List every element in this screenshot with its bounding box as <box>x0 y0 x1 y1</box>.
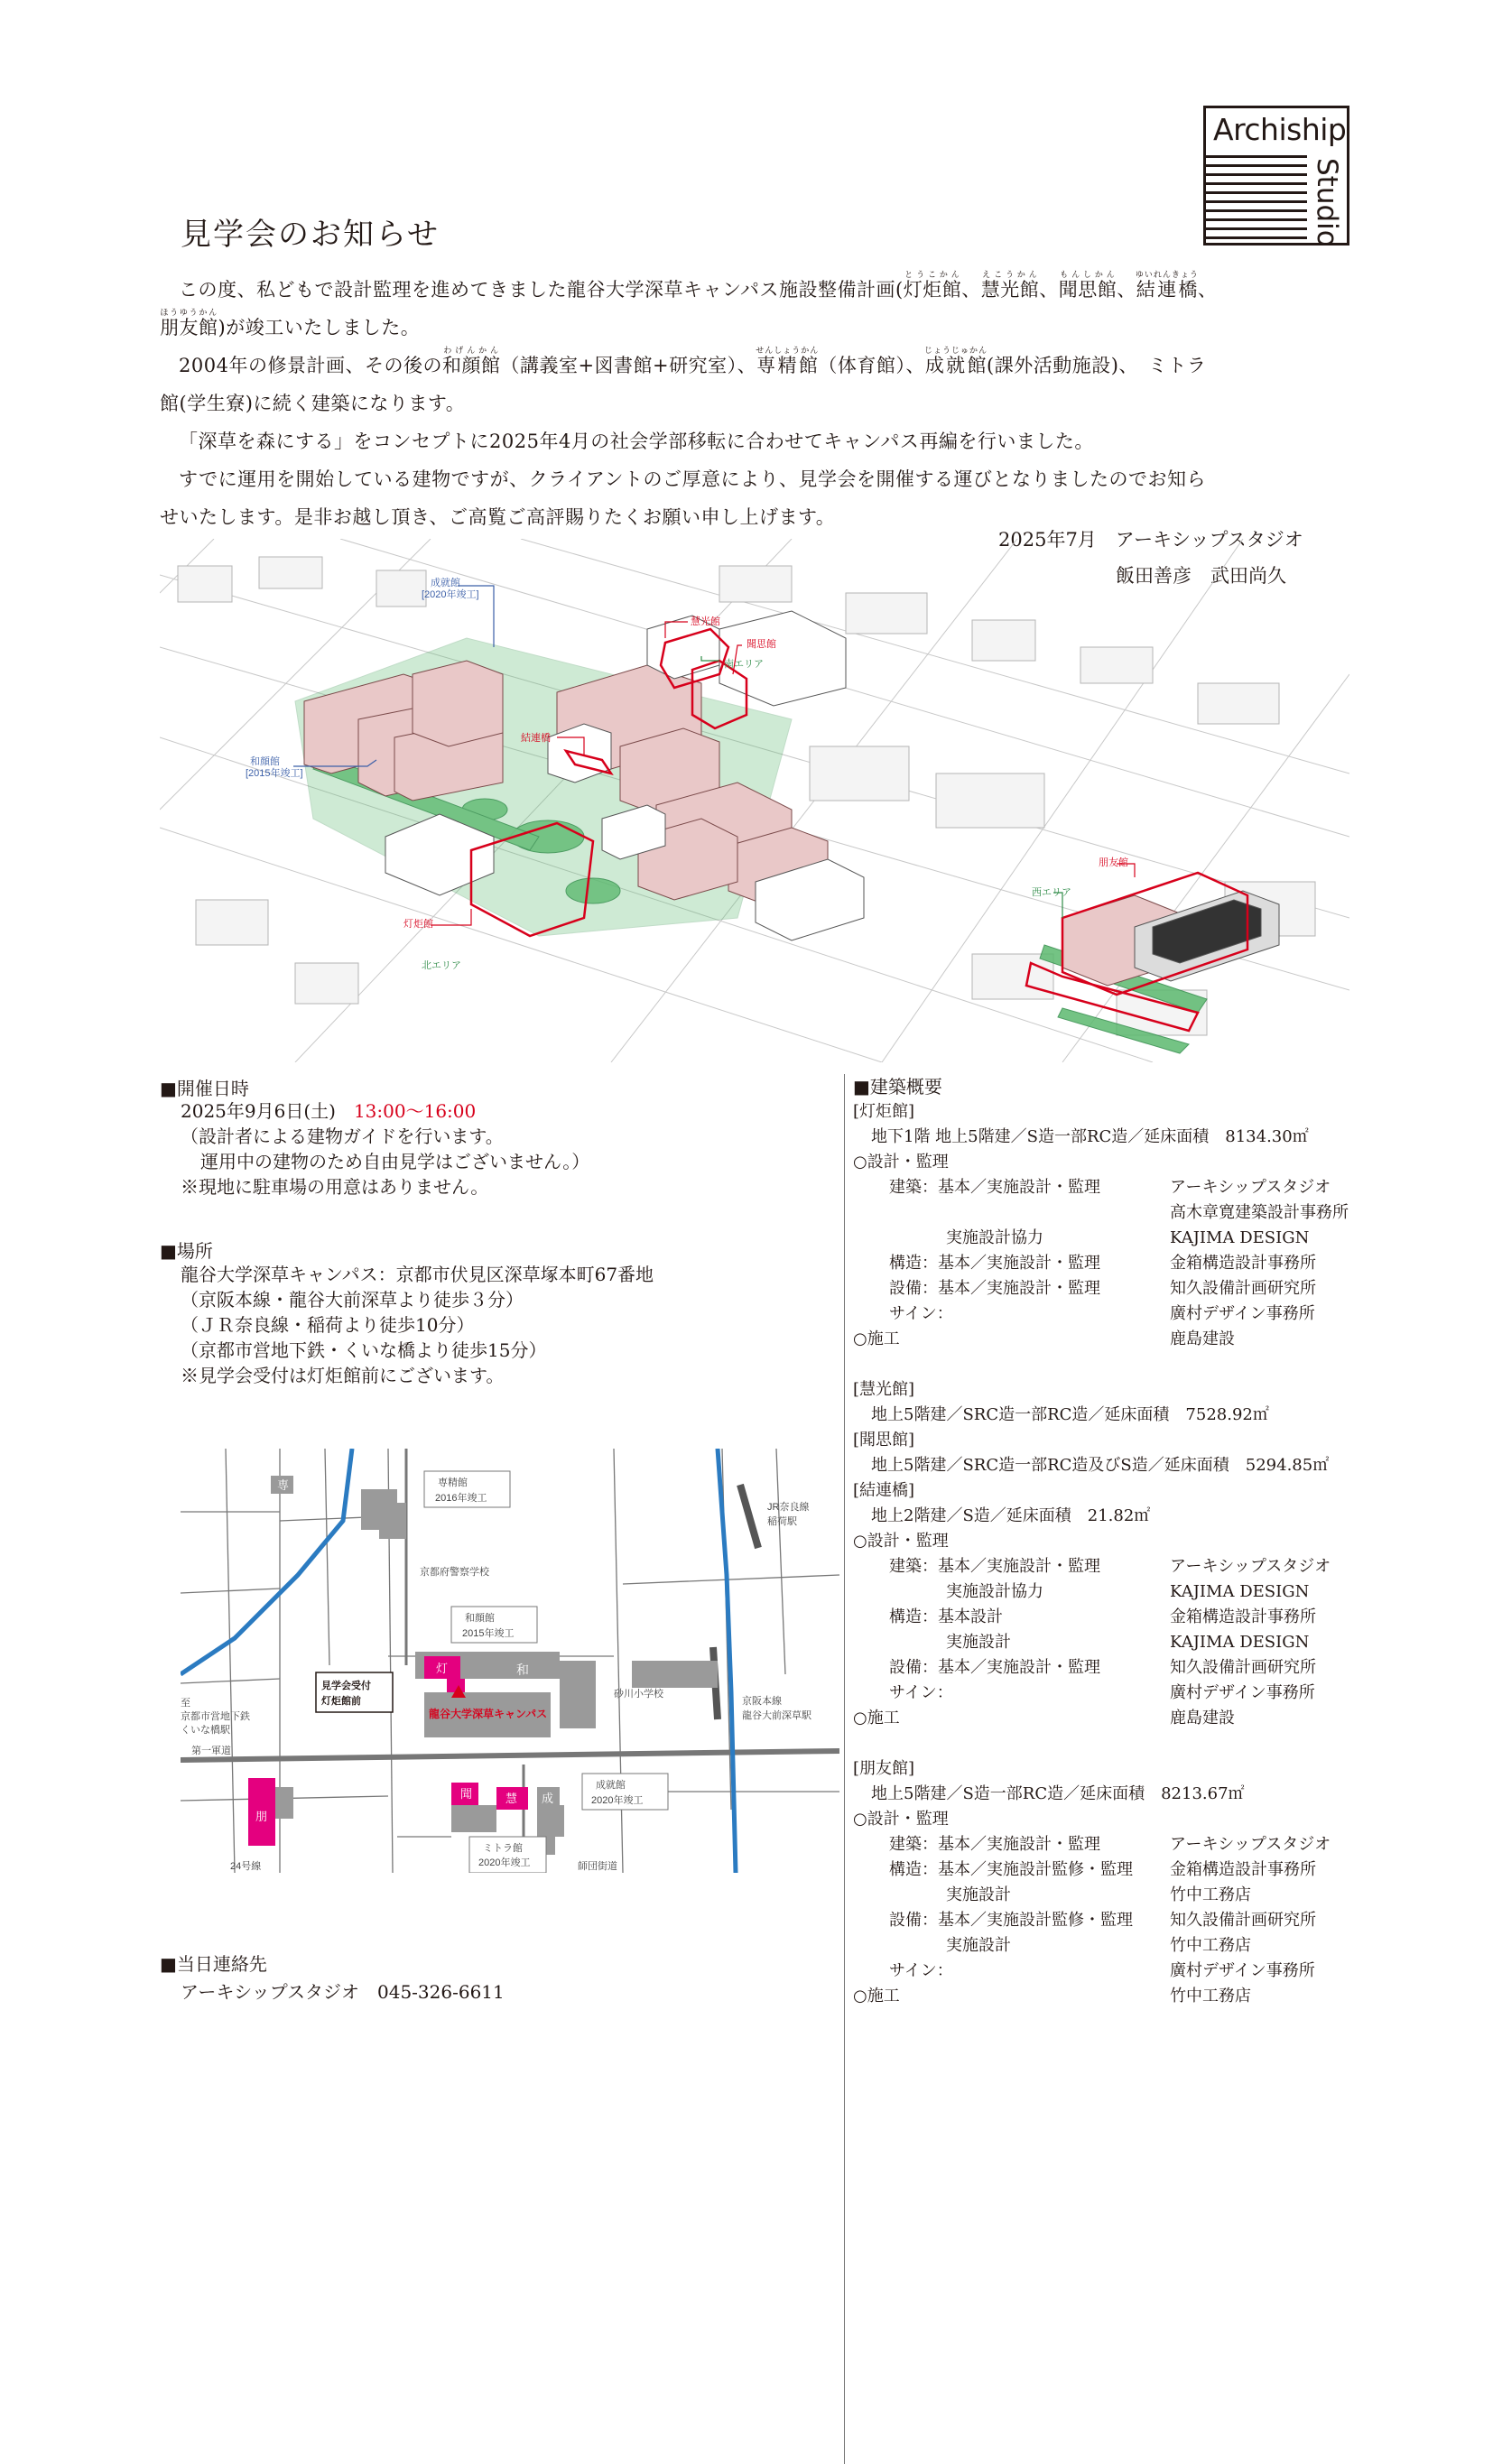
label-jojukan: 成就館 <box>431 578 460 588</box>
eko-name: [慧光館] <box>853 1380 915 1399</box>
map-road-daiichi: 第一軍道 <box>191 1746 231 1756</box>
credit-row <box>853 1959 1359 1984</box>
credit-row <box>853 1908 1359 1933</box>
credit-firm: 廣村デザイン事務所 <box>1170 1683 1315 1702</box>
credit-row <box>853 1857 1359 1883</box>
credit-firm: 金箱構造設計事務所 <box>1170 1254 1316 1273</box>
credit-row <box>853 1605 1359 1630</box>
map-shidan-road: 師団街道 <box>578 1861 617 1872</box>
hoyu-spec: 地上5階建／S造一部RC造／延床面積 8213.67㎡ <box>871 1784 1245 1803</box>
credit-firm: 廣村デザイン事務所 <box>1170 1961 1315 1980</box>
credit-firm: 知久設備計画研究所 <box>1170 1658 1316 1677</box>
credit-role: 実施設計 <box>946 1633 1011 1652</box>
hoyu-credits <box>853 1832 1359 1984</box>
place-address: 龍谷大学深草キャンパス：京都市伏見区深草塚本町67番地 <box>181 1264 654 1285</box>
credit-role: 建築：基本／実施設計・監理 <box>889 1835 1100 1854</box>
label-monshikan: 聞思館 <box>746 639 776 650</box>
event-note-3: ※現地に駐車場の用意はありません。 <box>181 1176 489 1198</box>
credit-role: サイン： <box>889 1961 953 1980</box>
map-wagenkan: 和顔館 <box>465 1613 495 1624</box>
credit-firm: アーキシップスタジオ <box>1170 1557 1331 1576</box>
credit-firm: アーキシップスタジオ <box>1170 1835 1331 1854</box>
map-jr-station: 稲荷駅 <box>767 1516 797 1527</box>
credit-firm: 金箱構造設計事務所 <box>1170 1860 1316 1879</box>
credit-role: 実施設計 <box>946 1936 1011 1955</box>
credit-row <box>853 1832 1359 1857</box>
hoyu-design-heading: ○設計・監理 <box>853 1810 949 1829</box>
intro-paragraph-4: すでに運用を開始している建物ですが、クライアントのご厚意により、見学会を開催する運びとなりましたのでお知ら せいたします。是非お越し頂き、ご高覧ご高評賜りたくお願い申し上げます。 <box>160 468 1207 528</box>
credit-role: 設備：基本／実施設計・監理 <box>889 1279 1100 1298</box>
map-mitra-year: 2020年竣工 <box>478 1857 531 1868</box>
map-reception-1: 見学会受付 <box>321 1681 371 1691</box>
map-police-school: 京都府警察学校 <box>420 1567 489 1578</box>
credit-role: 建築：基本／実施設計・監理 <box>889 1178 1100 1197</box>
credit-firm: 廣村デザイン事務所 <box>1170 1304 1315 1323</box>
credit-row <box>853 1933 1359 1959</box>
label-jojukan-year: [2020年竣工] <box>422 589 479 600</box>
credit-row <box>853 1301 1359 1327</box>
credit-firm: KAJIMA DESIGN <box>1170 1633 1310 1652</box>
credit-row <box>853 1200 1359 1226</box>
signatories: 飯田善彦 武田尚久 <box>1116 565 1286 587</box>
toko-name: [灯炬館] <box>853 1102 915 1121</box>
toko-spec: 地下1階 地上5階建／S造一部RC造／延床面積 8134.30㎡ <box>871 1127 1309 1146</box>
credit-row <box>853 1251 1359 1276</box>
credit-role: サイン： <box>889 1304 953 1323</box>
access-map <box>181 1449 839 1873</box>
map-keihan-station: 龍谷大前深草駅 <box>742 1710 811 1721</box>
credit-row <box>853 1655 1359 1681</box>
map-campus: 龍谷大学深草キャンパス <box>429 1708 548 1720</box>
label-yuirenkyo: 結連橋 <box>521 733 551 744</box>
credit-row <box>853 1175 1359 1200</box>
map-subway-line: 京都市営地下鉄 <box>181 1711 250 1722</box>
map-jr-line: JR奈良線 <box>767 1502 810 1513</box>
toko-builder-row: ○施工 鹿島建設 <box>853 1329 1235 1348</box>
credit-row <box>853 1681 1359 1706</box>
intro-paragraph-2: 2004年の修景計画、その後の和顔館わげんかん（講義室+図書館+研究室）、専精館せんしょうかん（体育館）、成就館じょうじゅかん(課外活動施設)、 ミトラ 館(学生寮)に続く建築になります。 <box>160 347 1207 414</box>
credit-firm: 高木章寛建築設計事務所 <box>1170 1203 1349 1222</box>
map-jojukan: 成就館 <box>596 1780 626 1791</box>
credit-role: 実施設計協力 <box>946 1582 1043 1601</box>
map-mon-mark: 聞 <box>460 1787 473 1801</box>
credit-firm: アーキシップスタジオ <box>1170 1178 1331 1197</box>
map-senshokan-year: 2016年竣工 <box>435 1493 487 1504</box>
label-west-area: 西エリア <box>1032 887 1071 898</box>
toko-design-heading: ○設計・監理 <box>853 1153 949 1172</box>
event-time: 13:00〜16:00 <box>353 1100 477 1122</box>
place-access-keihan: （京阪本線・龍谷大前深草より徒歩３分） <box>181 1289 524 1311</box>
map-reception-2: 灯炬館前 <box>321 1696 361 1707</box>
campus-axonometric-illustration <box>160 539 1349 1062</box>
map-wa-mark: 和 <box>516 1663 529 1677</box>
logo-text-studio: Studio <box>1311 158 1343 247</box>
map-to-mark: 灯 <box>436 1662 449 1675</box>
page-title: 見学会のお知らせ <box>181 217 440 253</box>
credit-role: 構造：基本／実施設計・監理 <box>889 1254 1100 1273</box>
credit-row <box>853 1226 1359 1251</box>
credit-firm: 竹中工務店 <box>1170 1936 1251 1955</box>
date-and-office: 2025年7月 アーキシップスタジオ <box>998 529 1303 551</box>
credit-role: サイン： <box>889 1683 953 1702</box>
map-mitra: ミトラ館 <box>483 1843 523 1854</box>
map-sei-mark: 成 <box>542 1792 554 1805</box>
place-heading: ■場所 <box>160 1240 213 1262</box>
label-wagenkan-year: [2015年竣工] <box>246 768 303 779</box>
map-route24: 24号線 <box>230 1861 262 1872</box>
map-senshokan: 専精館 <box>438 1477 468 1488</box>
credit-row <box>853 1630 1359 1655</box>
credit-role: 構造：基本設計 <box>889 1607 1003 1626</box>
map-school: 砂川小学校 <box>614 1689 663 1700</box>
label-wagenkan: 和顔館 <box>250 756 280 767</box>
map-sen-mark: 専 <box>277 1478 290 1492</box>
label-north-area: 北エリア <box>422 960 461 971</box>
building-overview <box>853 1074 1359 2009</box>
monshi-name: [聞思館] <box>853 1431 915 1450</box>
yuiren-design-heading: ○設計・監理 <box>853 1532 949 1551</box>
intro-paragraph-1: この度、私どもで設計監理を進めてきました龍谷大学深草キャンパス施設整備計画(灯炬館とうこかん、慧光館えこうかん、聞思館もんしかん、結連橋ゆいれんきょう、 朋友館ほうゆうかん)が竣工いたしました。 <box>160 271 1218 338</box>
eko-spec: 地上5階建／SRC造一部RC造／延床面積 7528.92㎡ <box>871 1405 1269 1424</box>
map-hou-mark: 朋 <box>255 1810 268 1823</box>
credit-role: 建築：基本／実施設計・監理 <box>889 1557 1100 1576</box>
credit-row <box>853 1554 1359 1579</box>
column-divider <box>844 1074 845 2464</box>
map-e-mark: 慧 <box>505 1792 518 1805</box>
label-south-area: 南エリア <box>724 659 764 670</box>
credit-firm: 竹中工務店 <box>1170 1885 1251 1904</box>
credit-role: 実施設計協力 <box>946 1228 1043 1247</box>
credit-row <box>853 1883 1359 1908</box>
map-subway-station: くいな橋駅 <box>181 1725 230 1736</box>
label-tokokan: 灯炬館 <box>403 919 433 930</box>
yuiren-credits <box>853 1554 1359 1706</box>
hoyu-builder-row: ○施工 竹中工務店 <box>853 1987 1251 2005</box>
toko-credits <box>853 1175 1359 1327</box>
credit-row <box>853 1276 1359 1301</box>
map-keihan-line: 京阪本線 <box>742 1696 782 1707</box>
logo-stripes <box>1206 155 1307 245</box>
credit-firm: 知久設備計画研究所 <box>1170 1911 1316 1930</box>
credit-role: 設備：基本／実施設計監修・監理 <box>889 1911 1133 1930</box>
place-access-subway: （京都市営地下鉄・くいな橋より徒歩15分） <box>181 1339 547 1361</box>
overview-heading: ■建築概要 <box>853 1076 942 1098</box>
yuiren-builder-row: ○施工 鹿島建設 <box>853 1709 1235 1728</box>
place-access-jr: （ＪＲ奈良線・稲荷より徒歩10分） <box>181 1314 475 1336</box>
event-date-row: 2025年9月6日(土) 13:00〜16:00 <box>181 1100 477 1122</box>
credit-firm: KAJIMA DESIGN <box>1170 1582 1310 1601</box>
yuiren-name: [結連橋] <box>853 1481 915 1500</box>
monshi-spec: 地上5階建／SRC造一部RC造及びS造／延床面積 5294.85㎡ <box>871 1456 1330 1475</box>
intro-paragraph-3: 「深草を森にする」をコンセプトに2025年4月の社会学部移転に合わせてキャンパス再編を行いました。 <box>179 431 1094 452</box>
credit-role: 設備：基本／実施設計・監理 <box>889 1658 1100 1677</box>
event-heading: ■開催日時 <box>160 1078 249 1099</box>
hoyu-name: [朋友館] <box>853 1759 915 1778</box>
credit-role: 実施設計 <box>946 1885 1011 1904</box>
label-ekokan: 慧光館 <box>691 616 720 627</box>
logo-text-archiship: Archiship <box>1213 112 1347 147</box>
yuiren-spec: 地上2階建／S造／延床面積 21.82㎡ <box>871 1506 1151 1525</box>
credit-firm: 金箱構造設計事務所 <box>1170 1607 1316 1626</box>
credit-firm: KAJIMA DESIGN <box>1170 1228 1310 1247</box>
map-wagenkan-year: 2015年竣工 <box>462 1628 515 1639</box>
event-note-1: （設計者による建物ガイドを行います。 <box>181 1125 504 1147</box>
credit-role: 構造：基本／実施設計監修・監理 <box>889 1860 1133 1879</box>
contact-heading: ■当日連絡先 <box>160 1953 267 1975</box>
archiship-studio-logo <box>1203 106 1349 245</box>
contact-line: アーキシップスタジオ 045-326-6611 <box>181 1981 505 2003</box>
credit-firm: 知久設備計画研究所 <box>1170 1279 1316 1298</box>
place-reception-note: ※見学会受付は灯炬館前にございます。 <box>181 1365 505 1386</box>
credit-role <box>853 1200 1170 1226</box>
label-hoyukan: 朋友館 <box>1099 857 1128 868</box>
event-note-2: 運用中の建物のため自由見学はございません。） <box>200 1151 590 1172</box>
map-subway-to: 至 <box>181 1698 190 1709</box>
credit-row <box>853 1579 1359 1605</box>
map-jojukan-year: 2020年竣工 <box>591 1795 644 1806</box>
